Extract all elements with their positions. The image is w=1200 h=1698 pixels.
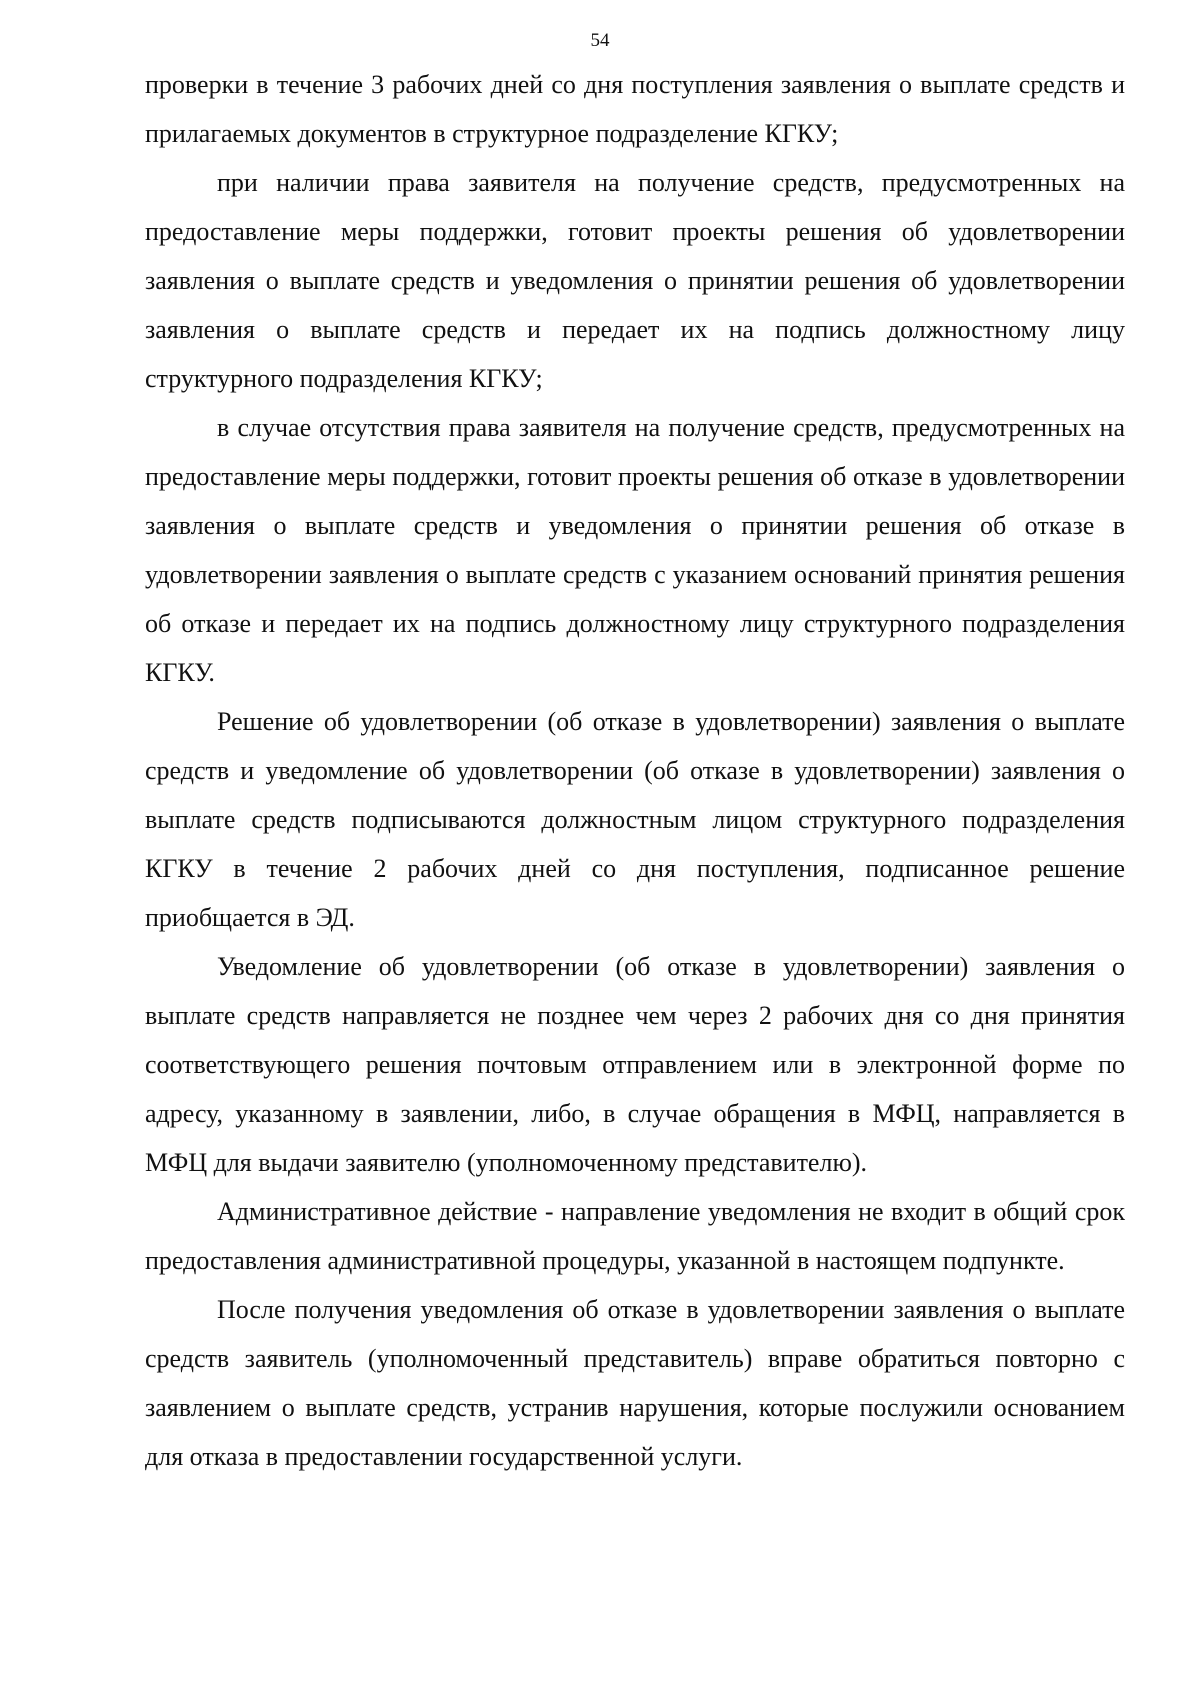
paragraph-2: при наличии права заявителя на получение средств, предусмотренных на предоставление меры поддержки, готовит проекты решения об удовлетворении заявления о выплате средств и уведомления о принятии решения об удовлетворении заявления о выплате средств и передает их на подпись должностному лицу структурного подразделения КГКУ; [145, 168, 1125, 393]
paragraph-7: После получения уведомления об отказе в удовлетворении заявления о выплате средств заявитель (уполномоченный представитель) вправе обратиться повторно с заявлением о выплате средств, устранив нарушения, которые послужили основанием для отказа в предоставлении государственной услуги. [145, 1295, 1125, 1471]
paragraph-4: Решение об удовлетворении (об отказе в удовлетворении) заявления о выплате средств и уведомление об удовлетворении (об отказе в удовлетворении) заявления о выплате средств подписываются должностным лицом структурного подразделения КГКУ в течение 2 рабочих дней со дня поступления, подписанное решение приобщается в ЭД. [145, 707, 1125, 932]
page-number: 54 [590, 30, 610, 51]
document-body [145, 60, 1125, 1481]
paragraph-5: Уведомление об удовлетворении (об отказе в удовлетворении) заявления о выплате средств направляется не позднее чем через 2 рабочих дня со дня принятия соответствующего решения почтовым отправлением или в электронной форме по адресу, указанному в заявлении, либо, в случае обращения в МФЦ, направляется в МФЦ для выдачи заявителю (уполномоченному представителю). [145, 952, 1125, 1177]
paragraph-1: проверки в течение 3 рабочих дней со дня поступления заявления о выплате средств и прилагаемых документов в структурное подразделение КГКУ; [145, 70, 1125, 148]
paragraph-6: Административное действие - направление уведомления не входит в общий срок предоставления административной процедуры, указанной в настоящем подпункте. [145, 1197, 1125, 1275]
paragraph-3: в случае отсутствия права заявителя на получение средств, предусмотренных на предоставление меры поддержки, готовит проекты решения об отказе в удовлетворении заявления о выплате средств и уведомления о принятии решения об отказе в удовлетворении заявления о выплате средств с указанием оснований принятия решения об отказе и передает их на подпись должностному лицу структурного подразделения КГКУ. [145, 413, 1125, 687]
